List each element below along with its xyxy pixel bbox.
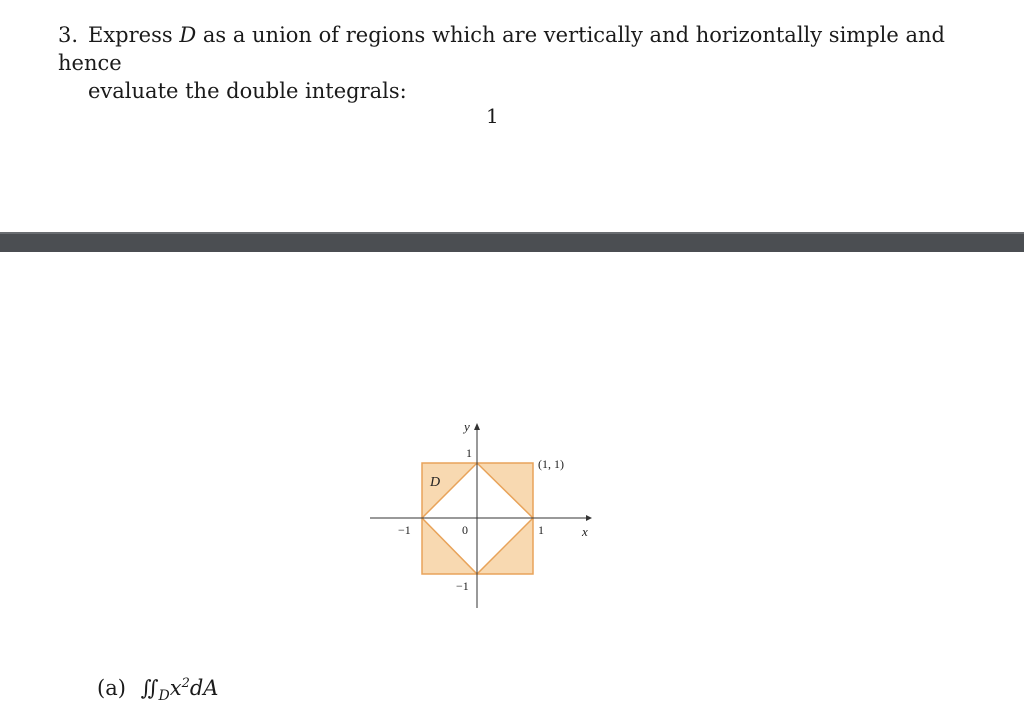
region-label: D	[430, 475, 441, 490]
tick-y-top: 1	[466, 446, 472, 460]
problem-number: 3.	[58, 23, 79, 47]
page-divider	[0, 232, 1024, 252]
tick-x-left: −1	[398, 523, 411, 537]
problem-text-a: Express	[88, 23, 173, 47]
x-axis-arrow	[586, 515, 592, 521]
problem-var: D	[179, 23, 197, 47]
problem-line-1	[58, 21, 958, 77]
differential: dA	[189, 676, 219, 700]
problem-line-2: evaluate the double integrals:	[88, 79, 407, 103]
x-axis-label: x	[582, 524, 588, 539]
y-axis-label: y	[464, 419, 470, 434]
part-a-expression	[140, 676, 219, 705]
tick-y-bottom: −1	[456, 579, 469, 593]
problem-statement	[58, 21, 958, 105]
page-number: 1	[486, 104, 499, 128]
region-diagram	[360, 410, 600, 620]
region-figure	[360, 410, 600, 620]
part-a	[97, 676, 218, 704]
integrand: x	[169, 676, 182, 700]
part-a-label: (a)	[97, 676, 126, 700]
y-axis-arrow	[474, 423, 480, 430]
tick-x-right: 1	[538, 523, 544, 537]
corner-point-label: (1, 1)	[538, 457, 564, 471]
page-top	[0, 0, 1024, 232]
integral-sign: ∬	[140, 676, 159, 700]
problem-text-b: as a union of regions which are vertically and horizontally simple and hence	[58, 23, 945, 75]
integral-domain: D	[158, 688, 170, 705]
origin-label: 0	[462, 523, 468, 537]
integrand-exponent: 2	[181, 676, 190, 691]
